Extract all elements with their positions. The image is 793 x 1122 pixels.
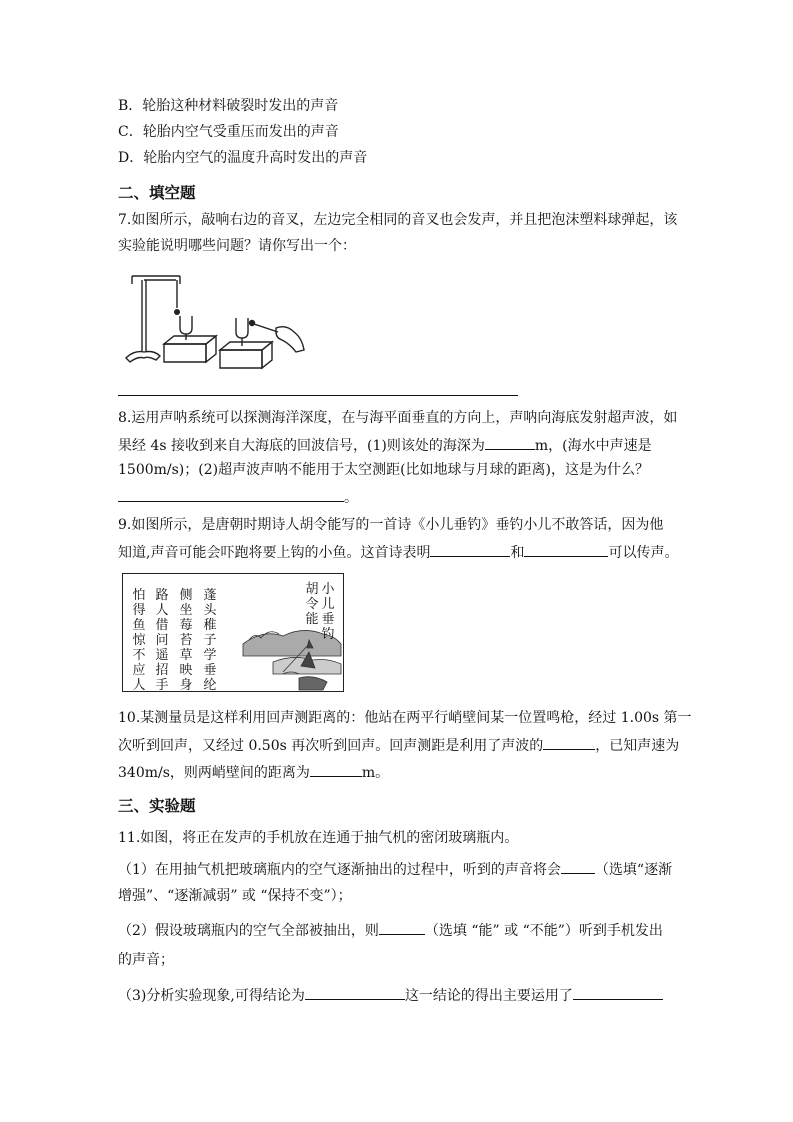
poem-line-4: 怕得鱼惊不应人 (132, 588, 146, 692)
q11-part1-text-a: （1）在用抽气机把玻璃瓶内的空气逐渐抽出的过程中，听到的声音将会 (118, 862, 561, 878)
q10-line1: 10.某测量员是这样利用回声测距离的：他站在两平行峭壁间某一位置鸣枪，经过 1.00s 第一 (118, 710, 692, 726)
q10-line2-text-b: ，已知声速为 (595, 738, 680, 754)
poem-line-2: 侧坐莓苔草映身 (179, 588, 193, 692)
q10-distance-blank[interactable] (310, 761, 362, 777)
q8-line3: 1500m/s)；(2)超声波声呐不能用于太空测距(比如地球与月球的距离)，这是为什么？ (118, 462, 650, 478)
option-b: B．轮胎这种材料破裂时发出的声音 (118, 98, 339, 114)
q11-blank-3[interactable] (305, 984, 405, 1000)
option-d: D．轮胎内空气的温度升高时发出的声音 (118, 150, 368, 166)
q8-line4 (118, 486, 358, 508)
poem-line-1: 蓬头稚子学垂纶 (203, 588, 217, 692)
q9-line1: 9.如图所示，是唐朝时期诗人胡令能写的一首诗《小儿垂钓》垂钓小儿不敢答话，因为他 (118, 517, 664, 533)
section-title-experiment: 三、实验题 (118, 797, 196, 815)
poem-illustration (122, 573, 344, 692)
q9-line2-text-b: 和 (510, 545, 525, 561)
q11-part2-text-b: （选填 “能” 或 “不能”）听到手机发出 (424, 923, 663, 939)
q11-part1-cont: 增强”、“逐渐减弱” 或 “保持不变”）； (118, 888, 352, 904)
q10-blank-1[interactable] (543, 734, 595, 750)
poem-author: 胡令能 (305, 582, 319, 627)
q8-line2-text-a: 果经 4s 接收到来自大海底的回波信号，(1)则该处的海深为 (118, 438, 485, 454)
q11-part3-text-b: 这一结论的得出主要运用了 (404, 988, 573, 1004)
q10-line2 (118, 734, 679, 756)
poem-title: 小儿垂钓 (321, 582, 335, 642)
q11-blank-2[interactable] (379, 919, 425, 935)
q9-line2-text-a: 知道,声音可能会吓跑将要上钩的小鱼。这首诗表明 (118, 545, 431, 561)
q11-part2-text-a: （2）假设玻璃瓶内的空气全部被抽出，则 (118, 923, 379, 939)
q11-part3-text-a: （3)分析实验现象,可得结论为 (118, 988, 305, 1004)
q8-reason-blank[interactable] (118, 486, 344, 502)
q10-line3 (118, 761, 389, 783)
q7-line1: 7.如图所示，敲响右边的音叉，左边完全相同的音叉也会发声，并且把泡沫塑料球弹起，该 (118, 212, 678, 228)
q7-line2: 实验能说明哪些问题？请你写出一个： (118, 238, 356, 254)
tuning-fork-figure (120, 266, 310, 370)
q9-line2-text-c: 可以传声。 (608, 545, 679, 561)
q11-part1 (118, 858, 672, 880)
q10-line3-text-a: 340m/s，则两峭壁间的距离为 (118, 765, 310, 781)
q9-blank-1[interactable] (430, 541, 510, 557)
q8-line2 (118, 434, 652, 456)
q8-line2-text-b: m，(海水中声速是 (534, 438, 652, 454)
section-title-fill-in: 二、填空题 (118, 184, 196, 202)
q8-line4-end: 。 (344, 490, 358, 506)
q9-line2 (118, 541, 678, 563)
q11-part2-cont: 的声音； (118, 952, 174, 968)
option-c: C．轮胎内空气受重压而发出的声音 (118, 124, 339, 140)
q7-answer-line[interactable] (118, 395, 518, 396)
poem-line-3: 路人借问遥招手 (155, 588, 169, 692)
q11-part1-text-b: （选填“逐渐 (594, 862, 673, 878)
q11-part2 (118, 919, 663, 941)
q8-depth-blank[interactable] (485, 434, 535, 450)
q8-line1: 8.运用声呐系统可以探测海洋深度，在与海平面垂直的方向上，声呐向海底发射超声波，如 (118, 410, 678, 426)
q11-blank-1[interactable] (561, 858, 595, 874)
q11-blank-4[interactable] (573, 984, 663, 1000)
q11-part3 (118, 984, 663, 1006)
q9-blank-2[interactable] (524, 541, 608, 557)
q10-line3-text-b: m。 (361, 765, 390, 781)
q11-line1: 11.如图，将正在发声的手机放在连通于抽气机的密闭玻璃瓶内。 (118, 830, 519, 846)
q10-line2-text-a: 次听到回声，又经过 0.50s 再次听到回声。回声测距是利用了声波的 (118, 738, 544, 754)
